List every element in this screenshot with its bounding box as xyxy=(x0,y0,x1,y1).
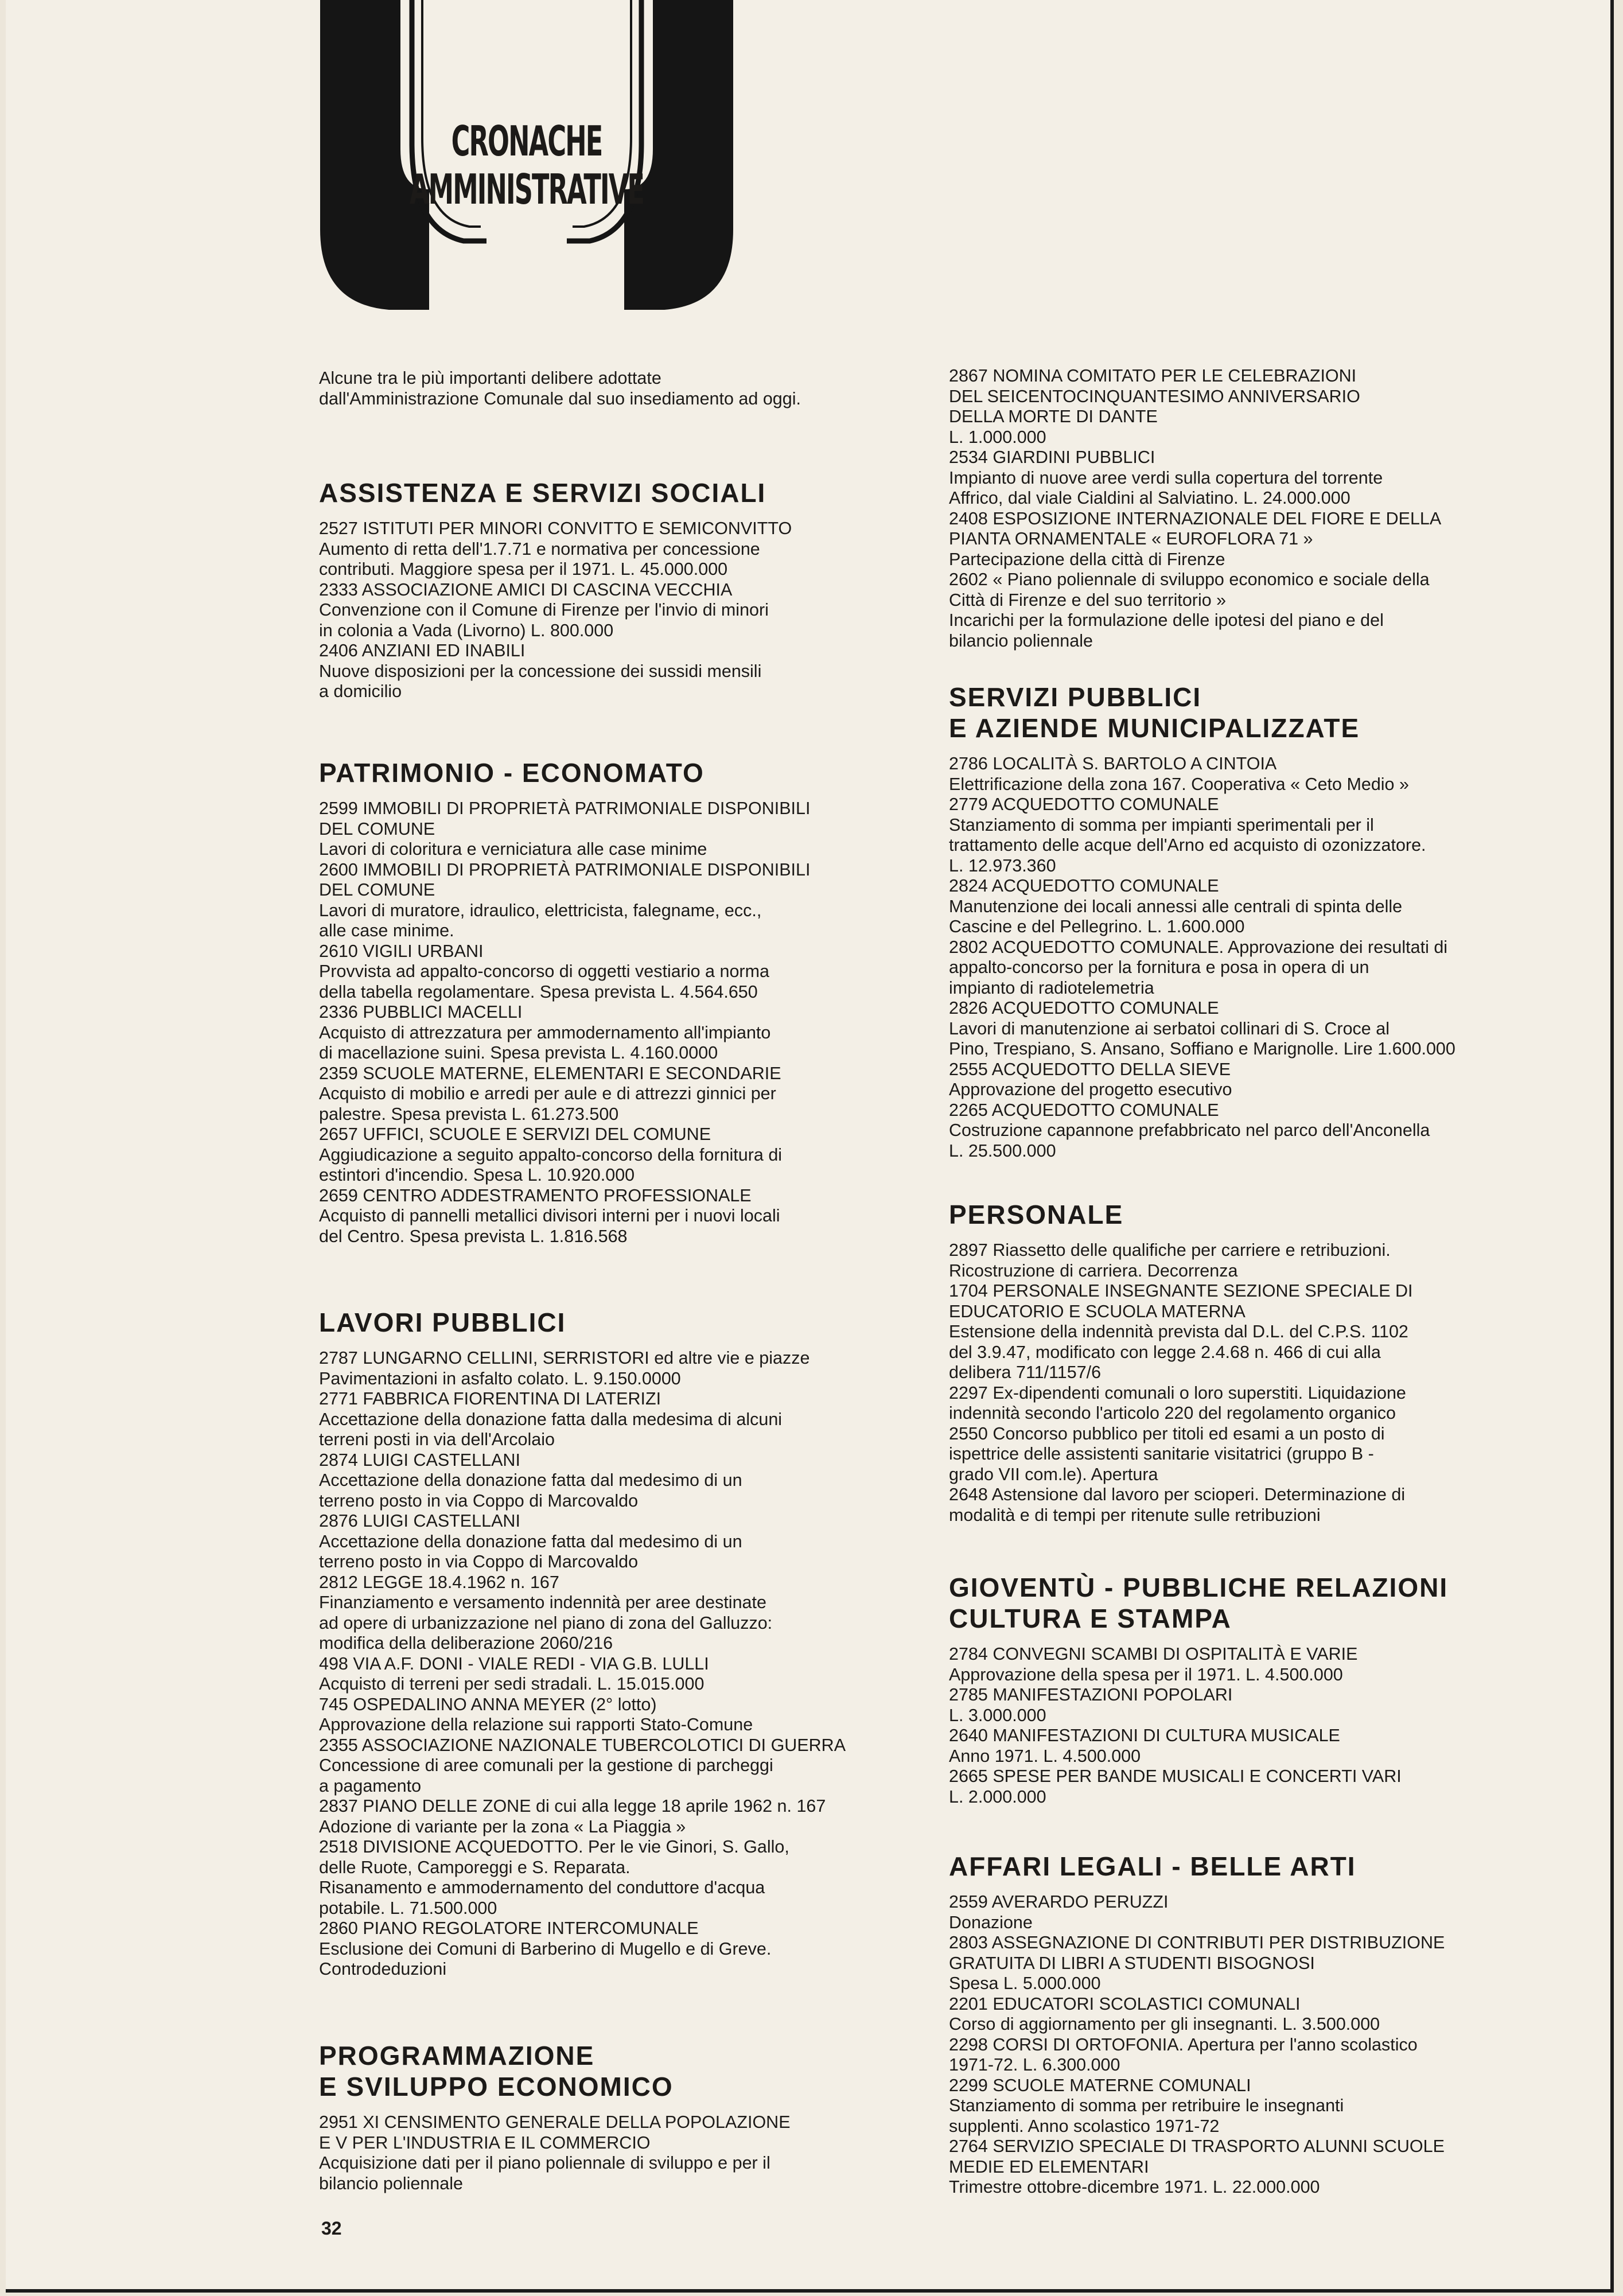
entry-line: Accettazione della donazione fatta dal medesimo di un xyxy=(319,1470,742,1490)
entry-line: Accettazione della donazione fatta dal medesimo di un xyxy=(319,1531,742,1551)
entry-line: 2555 ACQUEDOTTO DELLA SIEVE xyxy=(949,1059,1231,1079)
entry-line: 2600 IMMOBILI DI PROPRIETÀ PATRIMONIALE DISPONIBILI xyxy=(319,859,811,880)
entry-line: 2837 PIANO DELLE ZONE di cui alla legge 18 aprile 1962 n. 167 xyxy=(319,1796,826,1816)
logo-title-line1: CRONACHE xyxy=(451,117,602,165)
section-title: ASSISTENZA E SERVIZI SOCIALI xyxy=(319,478,766,508)
section-title: PROGRAMMAZIONE E SVILUPPO ECONOMICO xyxy=(319,2041,674,2102)
section-entries xyxy=(949,366,1557,651)
entry-line: 2785 MANIFESTAZIONI POPOLARI xyxy=(949,1685,1233,1705)
entry-line: DEL COMUNE xyxy=(319,880,435,900)
entry-line: 2527 ISTITUTI PER MINORI CONVITTO E SEMICONVITTO xyxy=(319,519,792,538)
section-title: PATRIMONIO - ECONOMATO xyxy=(319,758,705,788)
section-title: AFFARI LEGALI - BELLE ARTI xyxy=(949,1851,1356,1881)
entry-line: estintori d'incendio. Spesa L. 10.920.000 xyxy=(319,1165,635,1185)
entry-line: 2640 MANIFESTAZIONI DI CULTURA MUSICALE xyxy=(949,1726,1340,1745)
section-gioventu xyxy=(949,1572,1557,1807)
entry-line: bilancio poliennale xyxy=(949,631,1093,651)
entry-line: EDUCATORIO E SCUOLA MATERNA xyxy=(949,1301,1246,1321)
entry-line: Approvazione della relazione sui rapporti Stato-Comune xyxy=(319,1715,753,1734)
entry-line: 2298 CORSI DI ORTOFONIA. Apertura per l'anno scolastico xyxy=(949,2034,1418,2054)
entry-line: delle Ruote, Camporeggi e S. Reparata. xyxy=(319,1857,630,1877)
entry-line: Anno 1971. L. 4.500.000 xyxy=(949,1746,1141,1766)
entry-line: Città di Firenze e del suo territorio » xyxy=(949,590,1227,610)
entry-line: E V PER L'INDUSTRIA E IL COMMERCIO xyxy=(319,2132,651,2153)
section-servizi-pubblici xyxy=(949,682,1557,1161)
entry-line: 1704 PERSONALE INSEGNANTE SEZIONE SPECIALE DI xyxy=(949,1281,1413,1301)
entry-line: 2897 Riassetto delle qualifiche per carriere e retribuzioni. xyxy=(949,1240,1391,1260)
entry-line: 2406 ANZIANI ED INABILI xyxy=(319,641,526,660)
entry-line: 2408 ESPOSIZIONE INTERNAZIONALE DEL FIORE E DELLA xyxy=(949,508,1442,528)
entry-line: Spesa L. 5.000.000 xyxy=(949,1974,1101,1993)
section-entries xyxy=(319,799,916,1247)
entry-line: del 3.9.47, modificato con legge 2.4.68 n. 466 di cui alla xyxy=(949,1342,1381,1362)
entry-line: Pino, Trespiano, S. Ansano, Soffiano e Marignolle. Lire 1.600.000 xyxy=(949,1039,1455,1059)
entry-line: DEL SEICENTOCINQUANTESIMO ANNIVERSARIO xyxy=(949,386,1360,406)
section-assistenza xyxy=(319,477,916,702)
entry-line: Lavori di manutenzione ai serbatoi collinari di S. Croce al xyxy=(949,1018,1390,1038)
entry-line: Cascine e del Pellegrino. L. 1.600.000 xyxy=(949,917,1245,936)
section-title: GIOVENTÙ - PUBBLICHE RELAZIONI CULTURA E STAMPA xyxy=(949,1573,1449,1633)
section-title: SERVIZI PUBBLICI E AZIENDE MUNICIPALIZZATE xyxy=(949,682,1360,743)
entry-line: contributi. Maggiore spesa per il 1971. L. 45.000.000 xyxy=(319,559,728,579)
entry-line: 2299 SCUOLE MATERNE COMUNALI xyxy=(949,2075,1251,2095)
entry-line: 2771 FABBRICA FIORENTINA DI LATERIZI xyxy=(319,1389,661,1408)
entry-line: Incarichi per la formulazione delle ipotesi del piano e del xyxy=(949,610,1384,630)
entry-line: Donazione xyxy=(949,1912,1033,1932)
entry-line: 2867 NOMINA COMITATO PER LE CELEBRAZIONI xyxy=(949,366,1357,386)
section-entries xyxy=(949,754,1557,1161)
section-entries xyxy=(949,1644,1557,1807)
entry-line: Approvazione della spesa per il 1971. L. 4.500.000 xyxy=(949,1664,1343,1684)
entry-line: 2201 EDUCATORI SCOLASTICI COMUNALI xyxy=(949,1994,1301,2014)
entry-line: ispettrice delle assistenti sanitarie visitatrici (gruppo B - xyxy=(949,1444,1374,1464)
entry-line: Aggiudicazione a seguito appalto-concorso della fornitura di xyxy=(319,1145,783,1165)
section-entries xyxy=(949,1240,1557,1526)
entry-line: Risanamento e ammodernamento del conduttore d'acqua xyxy=(319,1878,765,1897)
section-title: LAVORI PUBBLICI xyxy=(319,1307,566,1337)
entry-line: di macellazione suini. Spesa prevista L. 4.160.0000 xyxy=(319,1043,718,1063)
entry-line: terreno posto in via Coppo di Marcovaldo xyxy=(319,1491,639,1511)
entry-line: 2534 GIARDINI PUBBLICI xyxy=(949,447,1155,467)
entry-line: 2550 Concorso pubblico per titoli ed esami a un posto di xyxy=(949,1423,1385,1443)
entry-line: L. 25.500.000 xyxy=(949,1141,1056,1161)
intro-text: Alcune tra le più importanti delibere adottate dall'Amministrazione Comunale dal suo insediamento ad oggi. xyxy=(319,368,801,408)
entry-line: del Centro. Spesa prevista L. 1.816.568 xyxy=(319,1226,628,1246)
entry-line: 2599 IMMOBILI DI PROPRIETÀ PATRIMONIALE DISPONIBILI xyxy=(319,799,811,818)
entry-line: bilancio poliennale xyxy=(319,2173,463,2193)
entry-line: 2784 CONVEGNI SCAMBI DI OSPITALITÀ E VARIE xyxy=(949,1644,1358,1664)
entry-line: Acquisto di attrezzatura per ammodernamento all'impianto xyxy=(319,1022,771,1042)
logo-title-line2: AMMINISTRATIVE xyxy=(409,165,644,213)
entry-line: L. 1.000.000 xyxy=(949,427,1046,447)
entry-line: a domicilio xyxy=(319,682,402,701)
entry-line: 2764 SERVIZIO SPECIALE DI TRASPORTO ALUNNI SCUOLE xyxy=(949,2137,1445,2156)
entry-line: Acquisizione dati per il piano poliennale di sviluppo e per il xyxy=(319,2153,770,2173)
entry-line: Finanziamento e versamento indennità per aree destinate xyxy=(319,1593,766,1612)
section-patrimonio xyxy=(319,757,916,1247)
page-number: 32 xyxy=(321,2218,342,2239)
entry-line: delibera 711/1157/6 xyxy=(949,1363,1102,1382)
entry-line: 745 OSPEDALINO ANNA MEYER (2° lotto) xyxy=(319,1694,657,1714)
entry-line: Impianto di nuove aree verdi sulla copertura del torrente xyxy=(949,468,1383,488)
section-entries xyxy=(319,519,916,702)
entry-line: 2559 AVERARDO PERUZZI xyxy=(949,1892,1169,1912)
entry-line: 2602 « Piano poliennale di sviluppo economico e sociale della xyxy=(949,570,1430,589)
entry-line: Adozione di variante per la zona « La Piaggia » xyxy=(319,1816,686,1836)
section-personale xyxy=(949,1199,1557,1526)
section-entries xyxy=(319,1348,916,1980)
entry-line: DEL COMUNE xyxy=(319,819,435,839)
entry-line: ad opere di urbanizzazione nel piano di zona del Galluzzo: xyxy=(319,1613,773,1633)
entry-line: Acquisto di terreni per sedi stradali. L. 15.015.000 xyxy=(319,1674,705,1694)
entry-line: Partecipazione della città di Firenze xyxy=(949,549,1225,569)
entry-line: indennità secondo l'articolo 220 del regolamento organico xyxy=(949,1403,1396,1423)
entry-line: 2648 Astensione dal lavoro per scioperi. Determinazione di xyxy=(949,1485,1406,1504)
entry-line: 498 VIA A.F. DONI - VIALE REDI - VIA G.B. LULLI xyxy=(319,1653,709,1674)
entry-line: MEDIE ED ELEMENTARI xyxy=(949,2157,1149,2177)
entry-line: Aumento di retta dell'1.7.71 e normativa per concessione xyxy=(319,539,760,559)
entry-line: modalità e di tempi per ritenute sulle retribuzioni xyxy=(949,1505,1321,1525)
entry-line: 2297 Ex-dipendenti comunali o loro superstiti. Liquidazione xyxy=(949,1383,1406,1403)
entry-line: 2336 PUBBLICI MACELLI xyxy=(319,1002,523,1022)
entry-line: 2874 LUIGI CASTELLANI xyxy=(319,1450,520,1470)
entry-line: Nuove disposizioni per la concessione dei sussidi mensili xyxy=(319,661,762,681)
entry-line: 2779 ACQUEDOTTO COMUNALE xyxy=(949,795,1219,814)
entry-line: trattamento delle acque dell'Arno ed acquisto di ozonizzatore. xyxy=(949,835,1426,855)
entry-line: palestre. Spesa prevista L. 61.273.500 xyxy=(319,1104,619,1124)
entry-line: modifica della deliberazione 2060/216 xyxy=(319,1633,613,1653)
entry-line: Concessione di aree comunali per la gestione di parcheggi xyxy=(319,1756,773,1775)
entry-line: L. 2.000.000 xyxy=(949,1787,1046,1807)
entry-line: terreno posto in via Coppo di Marcovaldo xyxy=(319,1552,639,1571)
section-programmazione xyxy=(319,2040,916,2194)
entry-line: 2657 UFFICI, SCUOLE E SERVIZI DEL COMUNE xyxy=(319,1124,711,1144)
magazine-page xyxy=(6,0,1614,2293)
entry-line: Controdeduzioni xyxy=(319,1959,447,1979)
entry-line: grado VII com.le). Apertura xyxy=(949,1464,1158,1484)
entry-line: 2333 ASSOCIAZIONE AMICI DI CASCINA VECCHIA xyxy=(319,579,733,600)
entry-line: GRATUITA DI LIBRI A STUDENTI BISOGNOSI xyxy=(949,1953,1315,1973)
entry-line: appalto-concorso per la fornitura e posa in opera di un xyxy=(949,958,1369,977)
entry-line: Esclusione dei Comuni di Barberino di Mugello e di Greve. xyxy=(319,1939,772,1959)
entry-line: Ricostruzione di carriera. Decorrenza xyxy=(949,1260,1238,1281)
entry-line: Elettrificazione della zona 167. Cooperativa « Ceto Medio » xyxy=(949,774,1409,794)
entry-line: 2802 ACQUEDOTTO COMUNALE. Approvazione dei resultati di xyxy=(949,937,1448,957)
entry-line: 2610 VIGILI URBANI xyxy=(319,941,484,961)
section-logo xyxy=(320,0,733,350)
entry-line: DELLA MORTE DI DANTE xyxy=(949,407,1158,426)
entry-line: 2518 DIVISIONE ACQUEDOTTO. Per le vie Ginori, S. Gallo, xyxy=(319,1837,789,1857)
entry-line: impianto di radiotelemetria xyxy=(949,978,1154,998)
section-continued xyxy=(949,366,1557,651)
entry-line: Estensione della indennità prevista dal D.L. del C.P.S. 1102 xyxy=(949,1322,1408,1341)
entry-line: 2265 ACQUEDOTTO COMUNALE xyxy=(949,1100,1219,1120)
entry-line: 2355 ASSOCIAZIONE NAZIONALE TUBERCOLOTICI DI GUERRA xyxy=(319,1735,846,1755)
entry-line: supplenti. Anno scolastico 1971-72 xyxy=(949,2116,1220,2136)
entry-line: della tabella regolamentare. Spesa prevista L. 4.564.650 xyxy=(319,982,758,1002)
entry-line: alle case minime. xyxy=(319,921,454,940)
entry-line: L. 3.000.000 xyxy=(949,1705,1046,1725)
entry-line: Lavori di coloritura e verniciatura alle case minime xyxy=(319,839,707,859)
entry-line: Pavimentazioni in asfalto colato. L. 9.150.0000 xyxy=(319,1368,681,1388)
section-lavori-pubblici xyxy=(319,1307,916,1980)
entry-line: Acquisto di mobilio e arredi per aule e di attrezzi ginnici per xyxy=(319,1084,776,1103)
entry-line: Trimestre ottobre-dicembre 1971. L. 22.000.000 xyxy=(949,2177,1320,2197)
entry-line: in colonia a Vada (Livorno) L. 800.000 xyxy=(319,620,614,640)
entry-line: Provvista ad appalto-concorso di oggetti vestiario a norma xyxy=(319,962,769,981)
entry-line: 2787 LUNGARNO CELLINI, SERRISTORI ed altre vie e piazze xyxy=(319,1348,810,1368)
entry-line: 2812 LEGGE 18.4.1962 n. 167 xyxy=(319,1572,559,1592)
entry-line: Stanziamento di somma per retribuire le insegnanti xyxy=(949,2096,1344,2115)
entry-line: 2803 ASSEGNAZIONE DI CONTRIBUTI PER DISTRIBUZIONE xyxy=(949,1933,1445,1952)
entry-line: Approvazione del progetto esecutivo xyxy=(949,1080,1232,1099)
entry-line: 2860 PIANO REGOLATORE INTERCOMUNALE xyxy=(319,1918,699,1938)
entry-line: 2786 LOCALITÀ S. BARTOLO A CINTOIA xyxy=(949,754,1277,773)
entry-line: 2665 SPESE PER BANDE MUSICALI E CONCERTI VARI xyxy=(949,1766,1402,1786)
entry-line: Convenzione con il Comune di Firenze per l'invio di minori xyxy=(319,600,769,620)
section-entries xyxy=(319,2112,916,2194)
entry-line: Acquisto di pannelli metallici divisori interni per i nuovi locali xyxy=(319,1206,780,1225)
entry-line: Manutenzione dei locali annessi alle centrali di spinta delle xyxy=(949,896,1403,916)
entry-line: 2824 ACQUEDOTTO COMUNALE xyxy=(949,876,1219,896)
entry-line: 2876 LUIGI CASTELLANI xyxy=(319,1511,520,1531)
entry-line: potabile. L. 71.500.000 xyxy=(319,1898,497,1918)
entry-line: PIANTA ORNAMENTALE « EUROFLORA 71 » xyxy=(949,529,1313,548)
entry-line: L. 12.973.360 xyxy=(949,855,1056,875)
entry-line: 2659 CENTRO ADDESTRAMENTO PROFESSIONALE xyxy=(319,1185,752,1205)
section-title: PERSONALE xyxy=(949,1200,1124,1229)
entry-line: 2826 ACQUEDOTTO COMUNALE xyxy=(949,998,1219,1018)
entry-line: Corso di aggiornamento per gli insegnanti. L. 3.500.000 xyxy=(949,2014,1380,2034)
entry-line: Lavori di muratore, idraulico, elettricista, falegname, ecc., xyxy=(319,900,762,920)
entry-line: Costruzione capannone prefabbricato nel parco dell'Anconella xyxy=(949,1120,1430,1140)
entry-line: Stanziamento di somma per impianti sperimentali per il xyxy=(949,815,1374,835)
entry-line: 2951 XI CENSIMENTO GENERALE DELLA POPOLAZIONE xyxy=(319,2112,791,2132)
section-entries xyxy=(949,1892,1557,2198)
entry-line: a pagamento xyxy=(319,1776,422,1796)
entry-line: Affrico, dal viale Cialdini al Salviatino. L. 24.000.000 xyxy=(949,488,1350,508)
entry-line: 1971-72. L. 6.300.000 xyxy=(949,2055,1120,2075)
entry-line: terreni posti in via dell'Arcolaio xyxy=(319,1430,555,1449)
entry-line: Accettazione della donazione fatta dalla medesima di alcuni xyxy=(319,1409,783,1429)
section-affari-legali xyxy=(949,1851,1557,2198)
entry-line: 2359 SCUOLE MATERNE, ELEMENTARI E SECONDARIE xyxy=(319,1063,781,1083)
